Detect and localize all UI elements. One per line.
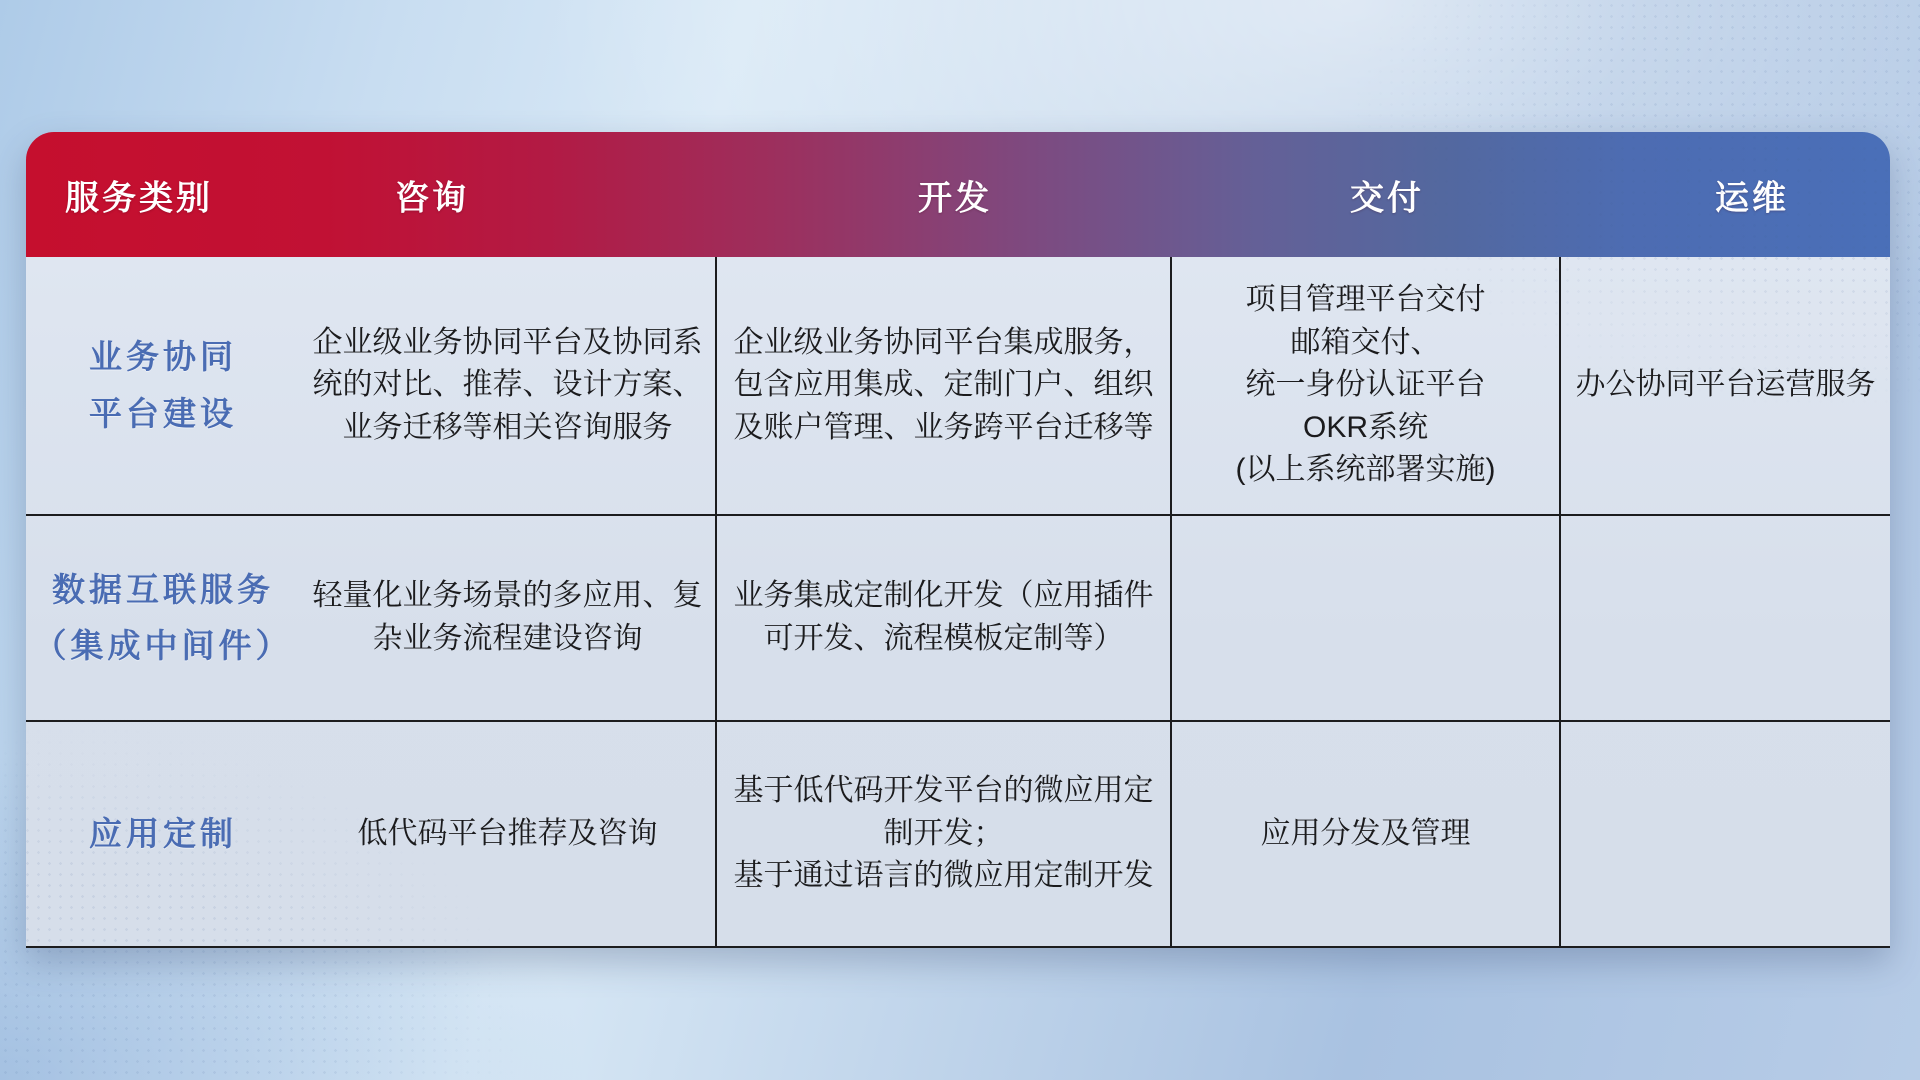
column-header-service-category: 服务类别 [65,179,213,217]
cell-line: 及账户管理、业务跨平台迁移等 [733,410,1154,444]
cell-row2-category [26,516,300,722]
cell-line: （集成中间件） [33,627,293,664]
cell-line: 项目管理平台交付 [1245,283,1486,317]
cell-line: 低代码平台推荐及咨询 [357,816,658,850]
cell-line: 业务协同 [89,338,237,376]
cell-row2-development [717,516,1172,722]
cell-line: 企业级业务协同平台及协同系 [312,325,703,359]
service-matrix-table [26,132,1890,948]
column-header-development: 开发 [918,179,992,217]
cell-row1-development [717,257,1172,516]
cell-row3-delivery [1172,722,1561,948]
column-header-consulting: 咨询 [395,179,469,217]
cell-line: 应用定制 [89,814,237,852]
cell-line: 统的对比、推荐、设计方案、 [312,368,703,402]
cell-row2-consulting [300,516,717,722]
cell-line: (以上系统部署实施) [1235,453,1496,487]
cell-row1-delivery [1172,257,1561,516]
cell-line: 平台建设 [89,394,237,432]
cell-line: 基于通过语言的微应用定制开发 [733,859,1154,893]
cell-row3-development [717,722,1172,948]
cell-line: 轻量化业务场景的多应用、复 [312,579,703,613]
column-header-delivery: 交付 [1350,179,1424,217]
cell-line: 统一身份认证平台 [1245,368,1486,402]
cell-row2-delivery [1172,516,1561,722]
cell-line: 办公协同平台运营服务 [1575,368,1876,402]
cell-line: 杂业务流程建设咨询 [372,622,643,655]
cell-row1-operations [1561,257,1890,516]
cell-row3-consulting [300,722,717,948]
cell-line: OKR系统 [1302,410,1428,444]
cell-line: 可开发、流程模板定制等） [763,622,1124,655]
cell-row1-category [26,257,300,516]
table-body [26,257,1890,948]
cell-line: 应用分发及管理 [1260,816,1471,850]
cell-row2-operations [1561,516,1890,722]
cell-line: 企业级业务协同平台集成服务， [733,325,1154,359]
cell-row3-operations [1561,722,1890,948]
cell-row1-consulting [300,257,717,516]
table-header [26,132,1890,257]
cell-line: 业务集成定制化开发（应用插件 [733,579,1154,613]
cell-line: 数据互联服务 [52,570,274,608]
cell-line: 邮箱交付、 [1290,325,1441,359]
cell-line: 制开发； [883,816,1004,850]
cell-line: 基于低代码开发平台的微应用定 [733,774,1154,808]
column-header-operations: 运维 [1715,179,1789,217]
cell-line: 业务迁移等相关咨询服务 [342,410,673,444]
cell-line: 包含应用集成、定制门户、组织 [733,368,1154,402]
cell-row3-category [26,722,300,948]
